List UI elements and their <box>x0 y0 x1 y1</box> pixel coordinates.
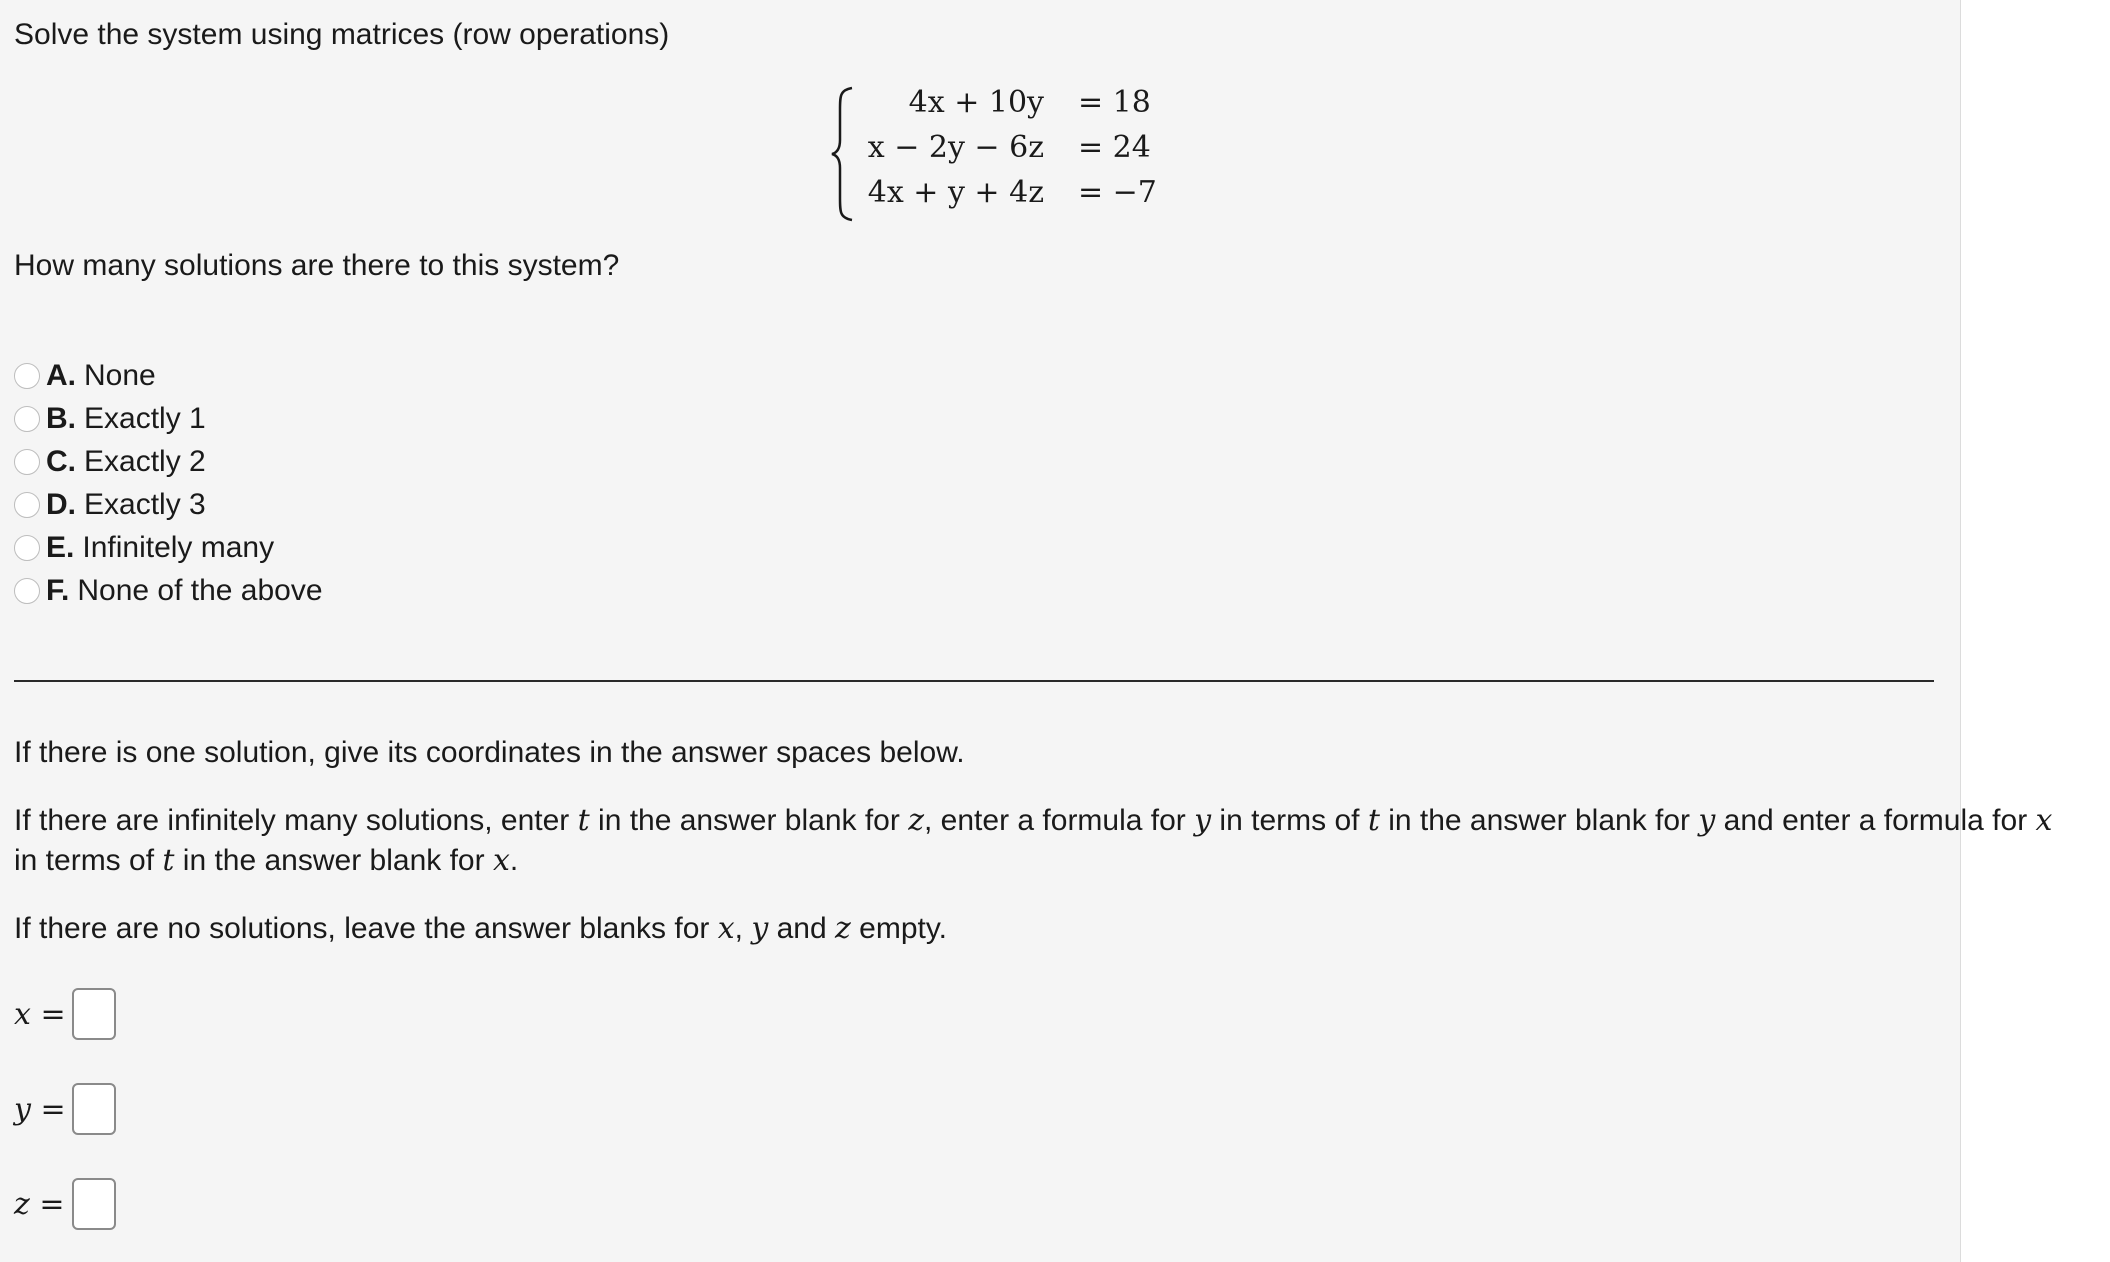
option-text: Exactly 3 <box>84 488 206 521</box>
instruction-no-solutions: If there are no solutions, leave the answer blanks for x, y and z empty. <box>14 911 947 946</box>
equation-row <box>854 125 1154 170</box>
instruction-one-solution: If there is one solution, give its coordinates in the answer spaces below. <box>14 736 965 769</box>
option-b[interactable] <box>14 399 206 439</box>
equation-rhs: = 24 <box>1078 130 1151 165</box>
radio-button[interactable] <box>14 578 40 604</box>
equation-system <box>830 80 1160 220</box>
option-letter: A. <box>46 359 76 392</box>
page-title: Solve the system using matrices (row operations) <box>14 18 670 51</box>
equation-lhs: 4x + y + 4z <box>867 175 1044 210</box>
option-text: None of the above <box>77 574 323 607</box>
x-label: x = <box>14 996 66 1032</box>
instruction-infinite-line1: If there are infinitely many solutions, enter t in the answer blank for z, enter a formula for y in terms of t in the answer blank for y and enter a formula for x <box>14 803 2053 838</box>
equation-lhs: x − 2y − 6z <box>867 130 1044 165</box>
y-answer-input[interactable] <box>72 1083 116 1135</box>
z-answer-input[interactable] <box>72 1178 116 1230</box>
radio-button[interactable] <box>14 535 40 561</box>
option-text: Exactly 1 <box>84 402 206 435</box>
question-text: How many solutions are there to this system? <box>14 249 620 282</box>
answer-row-z <box>14 1176 116 1232</box>
option-f[interactable] <box>14 571 323 611</box>
x-answer-input[interactable] <box>72 988 116 1040</box>
option-text: None <box>84 359 156 392</box>
option-letter: F. <box>46 574 70 607</box>
option-text: Exactly 2 <box>84 445 206 478</box>
section-divider <box>14 680 1934 682</box>
instruction-infinite-line2: in terms of t in the answer blank for x. <box>14 843 519 878</box>
equation-rhs: = 18 <box>1078 85 1151 120</box>
equation-row <box>854 170 1157 215</box>
answer-row-x <box>14 986 116 1042</box>
option-letter: E. <box>46 531 75 564</box>
answer-row-y <box>14 1081 116 1137</box>
equation-lhs: 4x + 10y <box>908 85 1044 120</box>
equation-row <box>854 80 1154 125</box>
z-label: z = <box>14 1186 65 1222</box>
option-letter: D. <box>46 488 76 521</box>
option-text: Infinitely many <box>82 531 275 564</box>
radio-button[interactable] <box>14 406 40 432</box>
option-letter: B. <box>46 402 76 435</box>
option-e[interactable] <box>14 528 274 568</box>
option-d[interactable] <box>14 485 206 525</box>
y-label: y = <box>14 1091 66 1127</box>
option-letter: C. <box>46 445 76 478</box>
radio-button[interactable] <box>14 449 40 475</box>
equation-rhs: = −7 <box>1078 175 1157 210</box>
radio-button[interactable] <box>14 492 40 518</box>
radio-button[interactable] <box>14 363 40 389</box>
left-brace-icon <box>830 86 854 222</box>
option-a[interactable] <box>14 356 156 396</box>
option-c[interactable] <box>14 442 206 482</box>
